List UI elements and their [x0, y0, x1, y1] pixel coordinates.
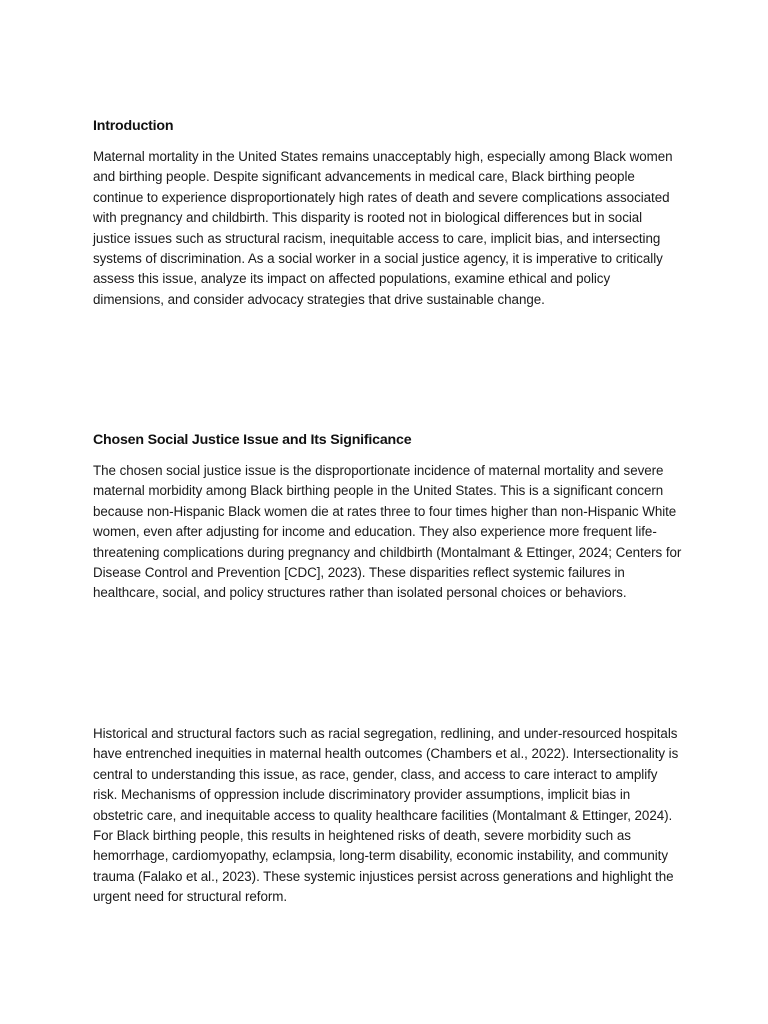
section-heading-chosen-issue: Chosen Social Justice Issue and Its Significance	[93, 432, 412, 448]
section-heading-introduction: Introduction	[93, 118, 174, 134]
chosen-issue-paragraph-2: Historical and structural factors such as racial segregation, redlining, and under-resourced hospitals have entrenched inequities in maternal health outcomes (Chambers et al., 2022). Intersectionality is central to understanding this issue, as race, gender, class, and access to care interact to amplify risk. Mechanisms of oppression include discriminatory provider assumptions, implicit bias in obstetric care, and inequitable access to quality healthcare facilities (Montalmant & Ettinger, 2024). For Black birthing people, this results in heightened risks of death, severe morbidity such as hemorrhage, cardiomyopathy, eclampsia, long-term disability, economic instability, and community trauma (Falako et al., 2023). These systemic injustices persist across generations and highlight the urgent need for structural reform.	[93, 726, 679, 905]
chosen-issue-paragraph-1: The chosen social justice issue is the disproportionate incidence of maternal mortality and severe maternal morbidity among Black birthing people in the United States. This is a significant concern because non-Hispanic Black women die at rates three to four times higher than non-Hispanic White women, even after adjusting for income and education. They also experience more frequent life-threatening complications during pregnancy and childbirth (Montalmant & Ettinger, 2024; Centers for Disease Control and Prevention [CDC], 2023). These disparities reflect systemic failures in healthcare, social, and policy structures rather than isolated personal choices or behaviors.	[93, 463, 682, 601]
introduction-paragraph: Maternal mortality in the United States remains unacceptably high, especially among Black women and birthing people. Despite significant advancements in medical care, Black birthing people continue to experience disproportionately high rates of death and severe complications associated with pregnancy and childbirth. This disparity is rooted not in biological differences but in social justice issues such as structural racism, inequitable access to care, implicit bias, and intersecting systems of discrimination. As a social worker in a social justice agency, it is imperative to critically assess this issue, analyze its impact on affected populations, examine ethical and policy dimensions, and consider advocacy strategies that drive sustainable change.	[93, 149, 673, 307]
